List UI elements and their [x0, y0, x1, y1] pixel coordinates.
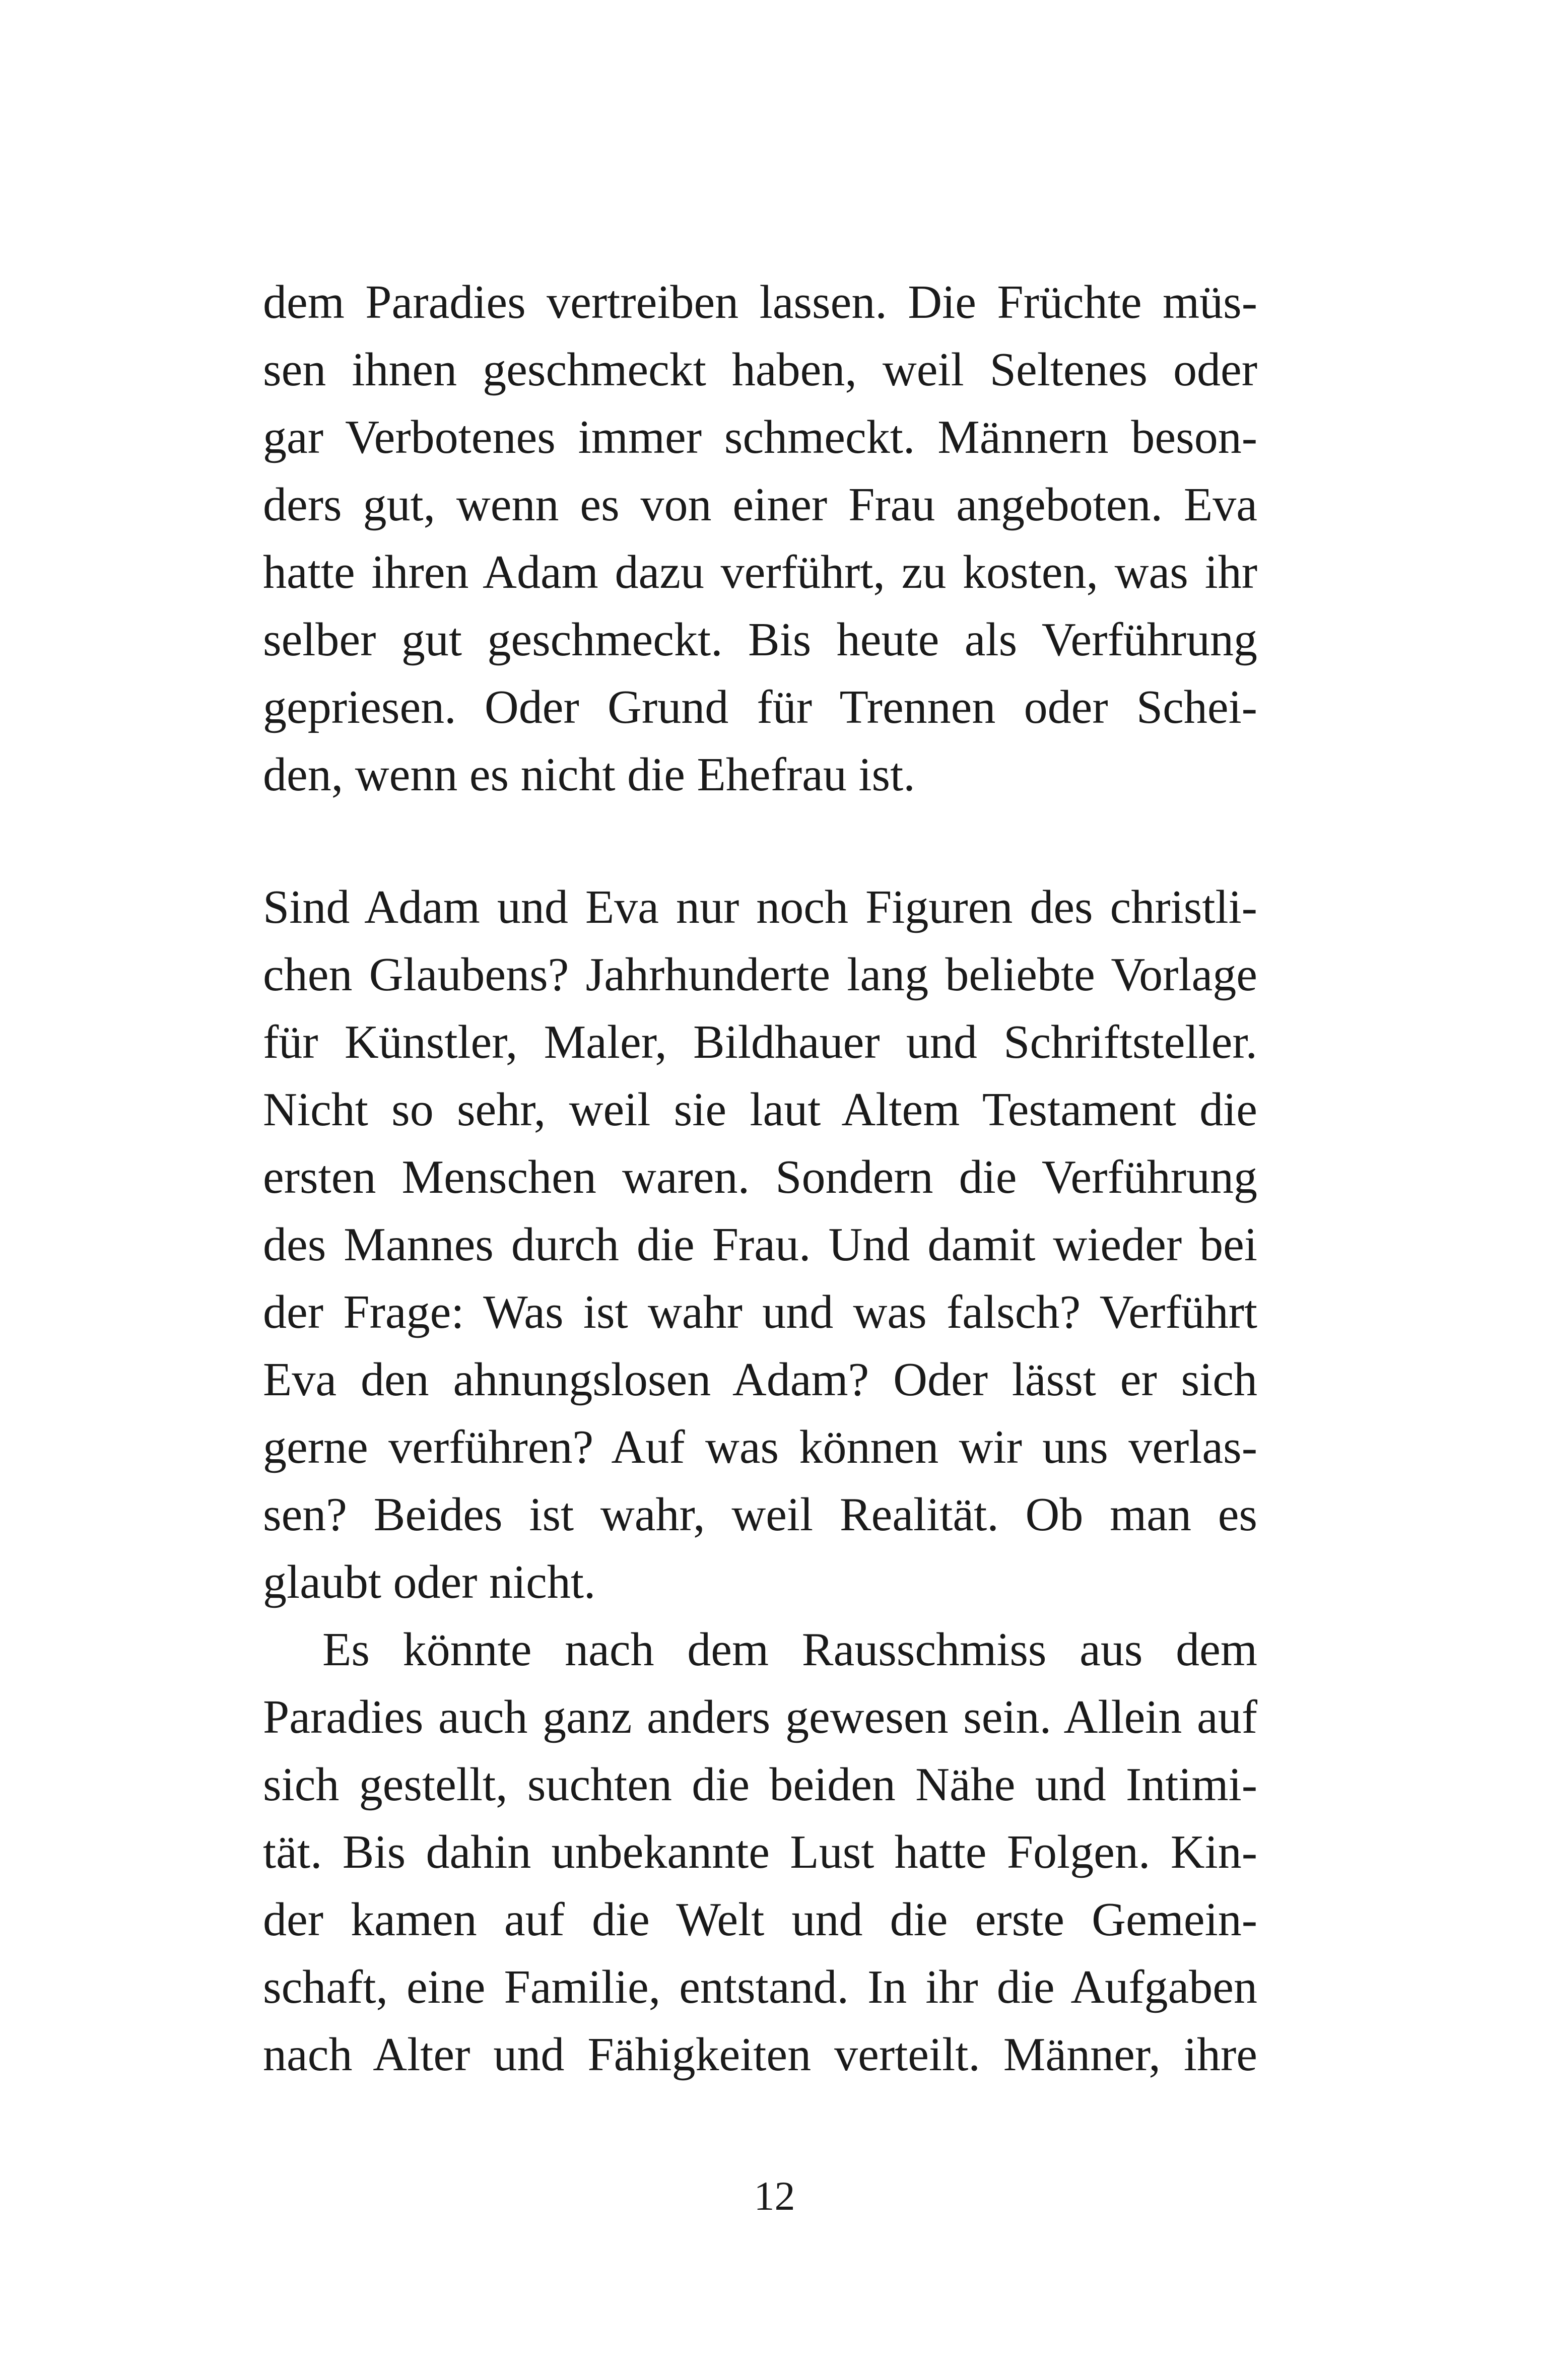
text-line: chen Glaubens? Jahrhunderte lang beliebte Vorlage: [263, 948, 1257, 1001]
paragraph-1: [263, 268, 1257, 808]
text-line: Es könnte nach dem Rausschmiss aus dem: [322, 1623, 1257, 1676]
text-line: dem Paradies vertreiben lassen. Die Früchte müs-: [263, 276, 1257, 328]
text-line: den, wenn es nicht die Ehefrau ist.: [263, 749, 915, 801]
text-line: schaft, eine Familie, entstand. In ihr die Aufgaben: [263, 1961, 1257, 2013]
text-line: selber gut geschmeckt. Bis heute als Verführung: [263, 614, 1257, 666]
text-line: tät. Bis dahin unbekannte Lust hatte Folgen. Kin-: [263, 1826, 1257, 1878]
text-line: ders gut, wenn es von einer Frau angeboten. Eva: [263, 479, 1257, 531]
text-line: für Künstler, Maler, Bildhauer und Schriftsteller.: [263, 1016, 1257, 1068]
text-line: ersten Menschen waren. Sondern die Verführung: [263, 1151, 1257, 1203]
text-line: Eva den ahnungslosen Adam? Oder lässt er sich: [263, 1353, 1257, 1406]
text-line: Paradies auch ganz anders gewesen sein. Allein auf: [263, 1691, 1257, 1743]
text-line: der Frage: Was ist wahr und was falsch? Verführt: [263, 1286, 1257, 1338]
text-line: des Mannes durch die Frau. Und damit wieder bei: [263, 1218, 1257, 1271]
text-line: sich gestellt, suchten die beiden Nähe und Intimi-: [263, 1758, 1257, 1811]
text-line: Sind Adam und Eva nur noch Figuren des christli-: [263, 881, 1257, 933]
text-line: gepriesen. Oder Grund für Trennen oder Schei-: [263, 681, 1257, 733]
text-line: Nicht so sehr, weil sie laut Altem Testament die: [263, 1083, 1257, 1136]
text-line: nach Alter und Fähigkeiten verteilt. Männer, ihre: [263, 2028, 1257, 2081]
body-text-section: [263, 873, 1257, 2088]
text-line: gerne verführen? Auf was können wir uns verlas-: [263, 1421, 1257, 1473]
page-number: 12: [754, 2173, 795, 2219]
text-line: sen? Beides ist wahr, weil Realität. Ob man es: [263, 1488, 1257, 1541]
text-line: sen ihnen geschmeckt haben, weil Seltenes oder: [263, 344, 1257, 396]
text-line: der kamen auf die Welt und die erste Gemein-: [263, 1893, 1257, 1946]
text-line: hatte ihren Adam dazu verführt, zu kosten, was ihr: [263, 546, 1257, 598]
text-line: gar Verbotenes immer schmeckt. Männern beson-: [263, 411, 1257, 463]
paragraph-2: [263, 873, 1257, 1616]
paragraph-3: [263, 1616, 1257, 2088]
text-line: glaubt oder nicht.: [263, 1556, 596, 1608]
